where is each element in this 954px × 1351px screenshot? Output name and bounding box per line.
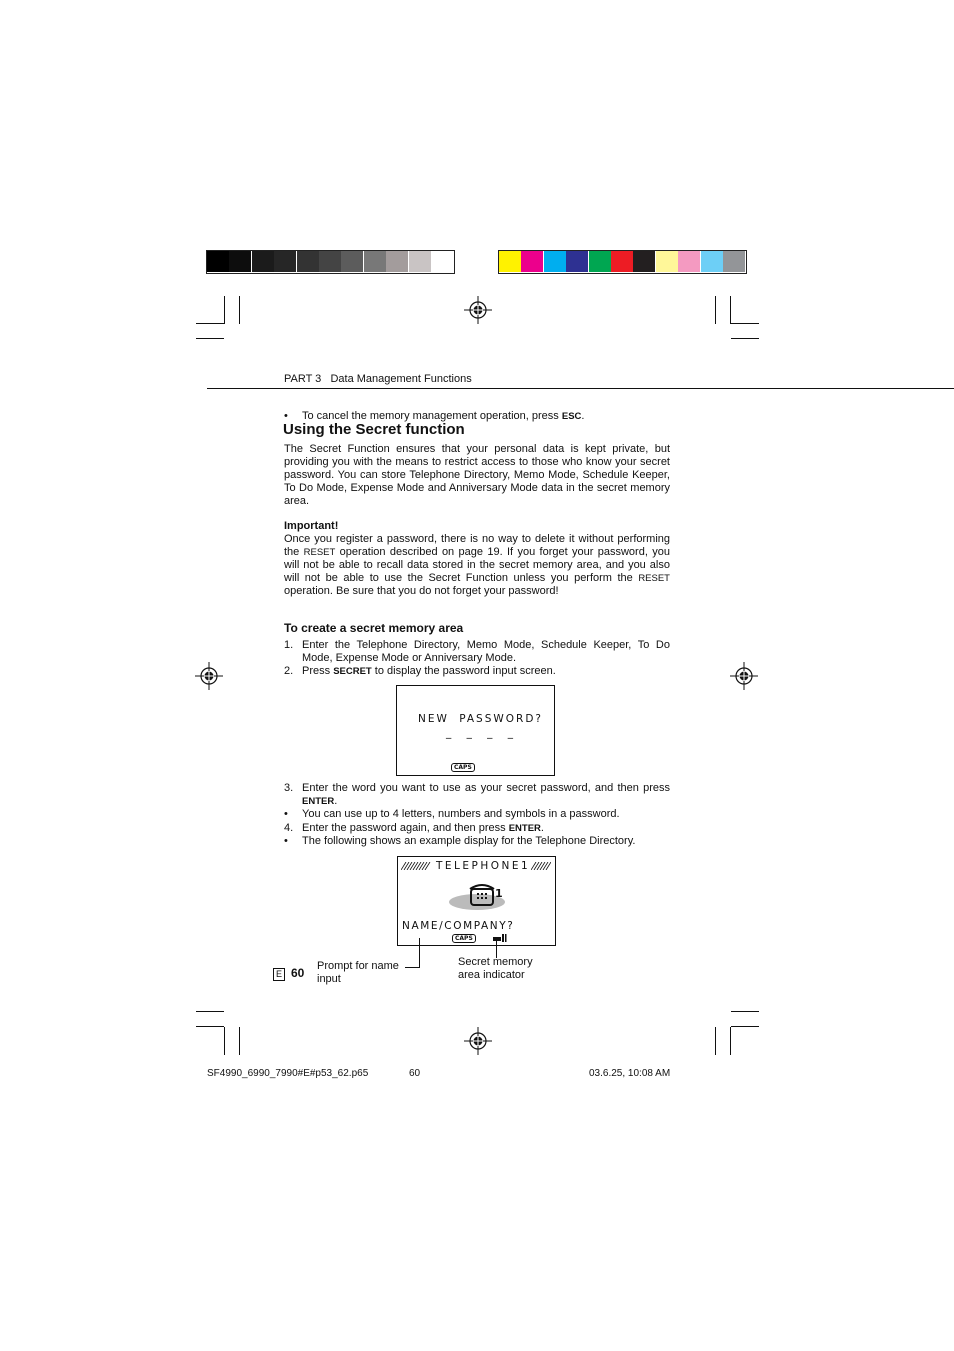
- crop-mark: [731, 338, 759, 339]
- callout-indicator-label: Secret memory area indicator: [458, 956, 533, 981]
- registration-mark-icon: [464, 296, 492, 324]
- color-swatch: [701, 251, 723, 272]
- callout-line: [419, 938, 420, 967]
- color-swatch: [409, 251, 431, 272]
- hatch-left-icon: [401, 862, 431, 870]
- footer-file: SF4990_6990_7990#E#p53_62.p65: [207, 1068, 369, 1079]
- color-swatch: [207, 251, 229, 272]
- crop-mark: [239, 296, 240, 324]
- enter-key: ENTER: [302, 796, 335, 807]
- header-rule: [207, 388, 954, 389]
- color-swatch: [656, 251, 678, 272]
- important-paragraph: Once you register a password, there is no way to delete it without performing the RESET operation described on page 19. If you forget your password, you will not be able to recall data stored in the secret memory area, and you also will not be able to use the Secret Function unless you perform the RESET operation. Be sure that you do not forget your password!: [284, 533, 670, 597]
- intro-paragraph: The Secret Function ensures that your personal data is kept private, but providing you with the means to restrict access to those who know your secret password. You can store Telephone Directory, Memo Mode, Schedule Keeper, To Do Mode, Expense Mode and Anniversary Mode data in the secret memory area.: [284, 443, 670, 507]
- crop-mark: [196, 323, 224, 324]
- password-dashes: _ _ _ _: [446, 727, 518, 739]
- enter-key: ENTER: [508, 823, 541, 834]
- section-title: Using the Secret function: [283, 421, 465, 438]
- crop-mark: [196, 1026, 224, 1027]
- crop-mark: [715, 296, 716, 324]
- color-swatch: [252, 251, 274, 272]
- color-swatch: [229, 251, 251, 272]
- running-header: [284, 373, 472, 386]
- footer-page: 60: [409, 1068, 421, 1079]
- color-swatch: [297, 251, 319, 272]
- password-screen: [396, 685, 555, 776]
- callout-line: [405, 967, 420, 968]
- color-swatch: [723, 251, 745, 272]
- header-title: Data Management Functions: [330, 373, 472, 385]
- registration-mark-icon: [730, 662, 758, 690]
- crop-mark: [731, 1011, 759, 1012]
- color-swatch: [431, 251, 453, 272]
- color-swatch: [274, 251, 296, 272]
- crop-mark: [730, 1027, 731, 1055]
- crop-mark: [731, 1026, 759, 1027]
- important-label: Important!: [284, 520, 339, 532]
- color-swatch: [611, 251, 633, 272]
- step-3-text: Enter the word you want to use as your secret password, and then press ENTER.: [302, 782, 670, 807]
- telephone-title: TELEPHONE1: [436, 860, 531, 872]
- crop-mark: [715, 1027, 716, 1055]
- secret-key: SECRET: [333, 666, 372, 677]
- color-swatch: [521, 251, 543, 272]
- color-swatch: [499, 251, 521, 272]
- hatch-right-icon: [531, 862, 551, 870]
- header-part: PART 3: [284, 373, 322, 385]
- reset-key: RESET: [638, 573, 670, 584]
- caps-indicator: CAPS: [452, 934, 476, 943]
- step-4-text: Enter the password again, and then press ENTER.: [302, 822, 544, 834]
- password-prompt: NEW PASSWORD?: [418, 713, 543, 725]
- crop-mark: [196, 1011, 224, 1012]
- registration-mark-icon: [195, 662, 223, 690]
- color-swatch: [341, 251, 363, 272]
- esc-key: ESC: [561, 411, 582, 422]
- step-3-number: 3.: [284, 782, 294, 794]
- step-2-text: Press SECRET to display the password input screen.: [302, 665, 556, 677]
- step-1-text: Enter the Telephone Directory, Memo Mode, Schedule Keeper, To Do Mode, Expense Mode or Anniversary Mode.: [302, 639, 670, 664]
- telephone-screen: [397, 856, 556, 946]
- crop-mark: [224, 296, 225, 324]
- step-2-number: 2.: [284, 665, 294, 677]
- caps-indicator: CAPS: [451, 763, 475, 772]
- step-4-number: 4.: [284, 822, 294, 834]
- step-1-number: 1.: [284, 639, 294, 651]
- crop-mark: [196, 338, 224, 339]
- subsection-title: To create a secret memory area: [284, 621, 464, 635]
- telephone-index: 1: [495, 887, 503, 900]
- page-number: 60: [291, 966, 305, 980]
- color-swatch: [319, 251, 341, 272]
- crop-mark: [224, 1027, 225, 1055]
- crop-mark: [239, 1027, 240, 1055]
- crop-mark: [731, 323, 759, 324]
- color-swatch: [633, 251, 655, 272]
- registration-mark-icon: [464, 1027, 492, 1055]
- color-swatch: [364, 251, 386, 272]
- name-company-prompt: NAME/COMPANY?: [402, 920, 515, 932]
- color-swatch: [678, 251, 700, 272]
- color-swatch: [386, 251, 408, 272]
- crop-mark: [730, 296, 731, 324]
- footer-date: 03.6.25, 10:08 AM: [589, 1068, 671, 1079]
- color-swatch: [589, 251, 611, 272]
- reset-key: RESET: [303, 547, 336, 558]
- color-swatch: [566, 251, 588, 272]
- language-marker: E: [273, 968, 285, 981]
- color-swatch: [544, 251, 566, 272]
- callout-prompt-label: Prompt for name input: [317, 960, 399, 985]
